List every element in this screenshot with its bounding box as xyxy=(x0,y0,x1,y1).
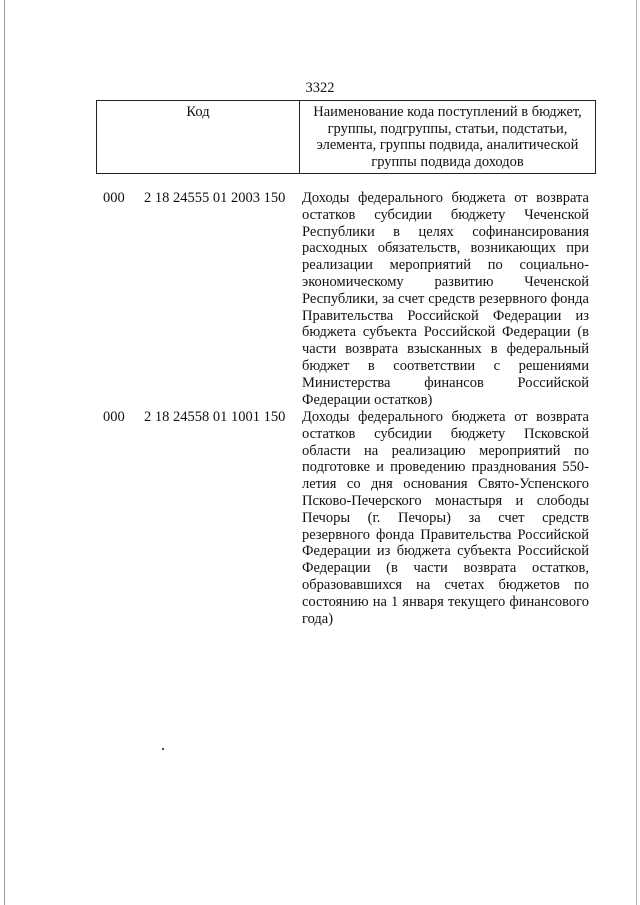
revenue-code: 2 18 24555 01 2003 150 xyxy=(144,190,286,206)
page-edge-right xyxy=(636,0,637,905)
revenue-code: 2 18 24558 01 1001 150 xyxy=(144,409,286,425)
page-edge-left xyxy=(4,0,5,905)
table-header xyxy=(96,100,596,174)
admin-code: 000 xyxy=(103,190,125,206)
admin-code: 000 xyxy=(103,409,125,425)
scan-speck xyxy=(162,748,164,750)
header-name-column: Наименование кода поступлений в бюджет, группы, подгруппы, статьи, подстатьи, элемента, группы подвида, аналитической группы подвида доходов xyxy=(313,104,582,170)
revenue-description: Доходы федерального бюджета от возврата остатков субсидии бюджету Чеченской Республики в целях софинансирования расходных обязательств, возникающих при реализации мероприятий по социально-экономическому развитию Чеченской Республики, за счет средств резервного фонда Правительства Российской Федерации из бюджета субъекта Российской Федерации (в части возврата взысканных в федеральный бюджет в соответствии с решениями Министерства финансов Российской Федерации остатков) xyxy=(302,190,589,408)
revenue-description: Доходы федерального бюджета от возврата остатков субсидии бюджету Псковской области на реализацию мероприятий по подготовке и проведению празднования 550-летия со дня основания Свято-Успенского Псково-Печерского монастыря и слободы Печоры (г. Печоры) за счет средств резервного фонда Правительства Российской Федерации из бюджета субъекта Российской Федерации (в части возврата остатков, образовавшихся на счетах бюджетов по состоянию на 1 января текущего финансового года) xyxy=(302,409,589,627)
header-code-column: Код xyxy=(97,101,300,173)
page-number: 3322 xyxy=(305,80,335,96)
